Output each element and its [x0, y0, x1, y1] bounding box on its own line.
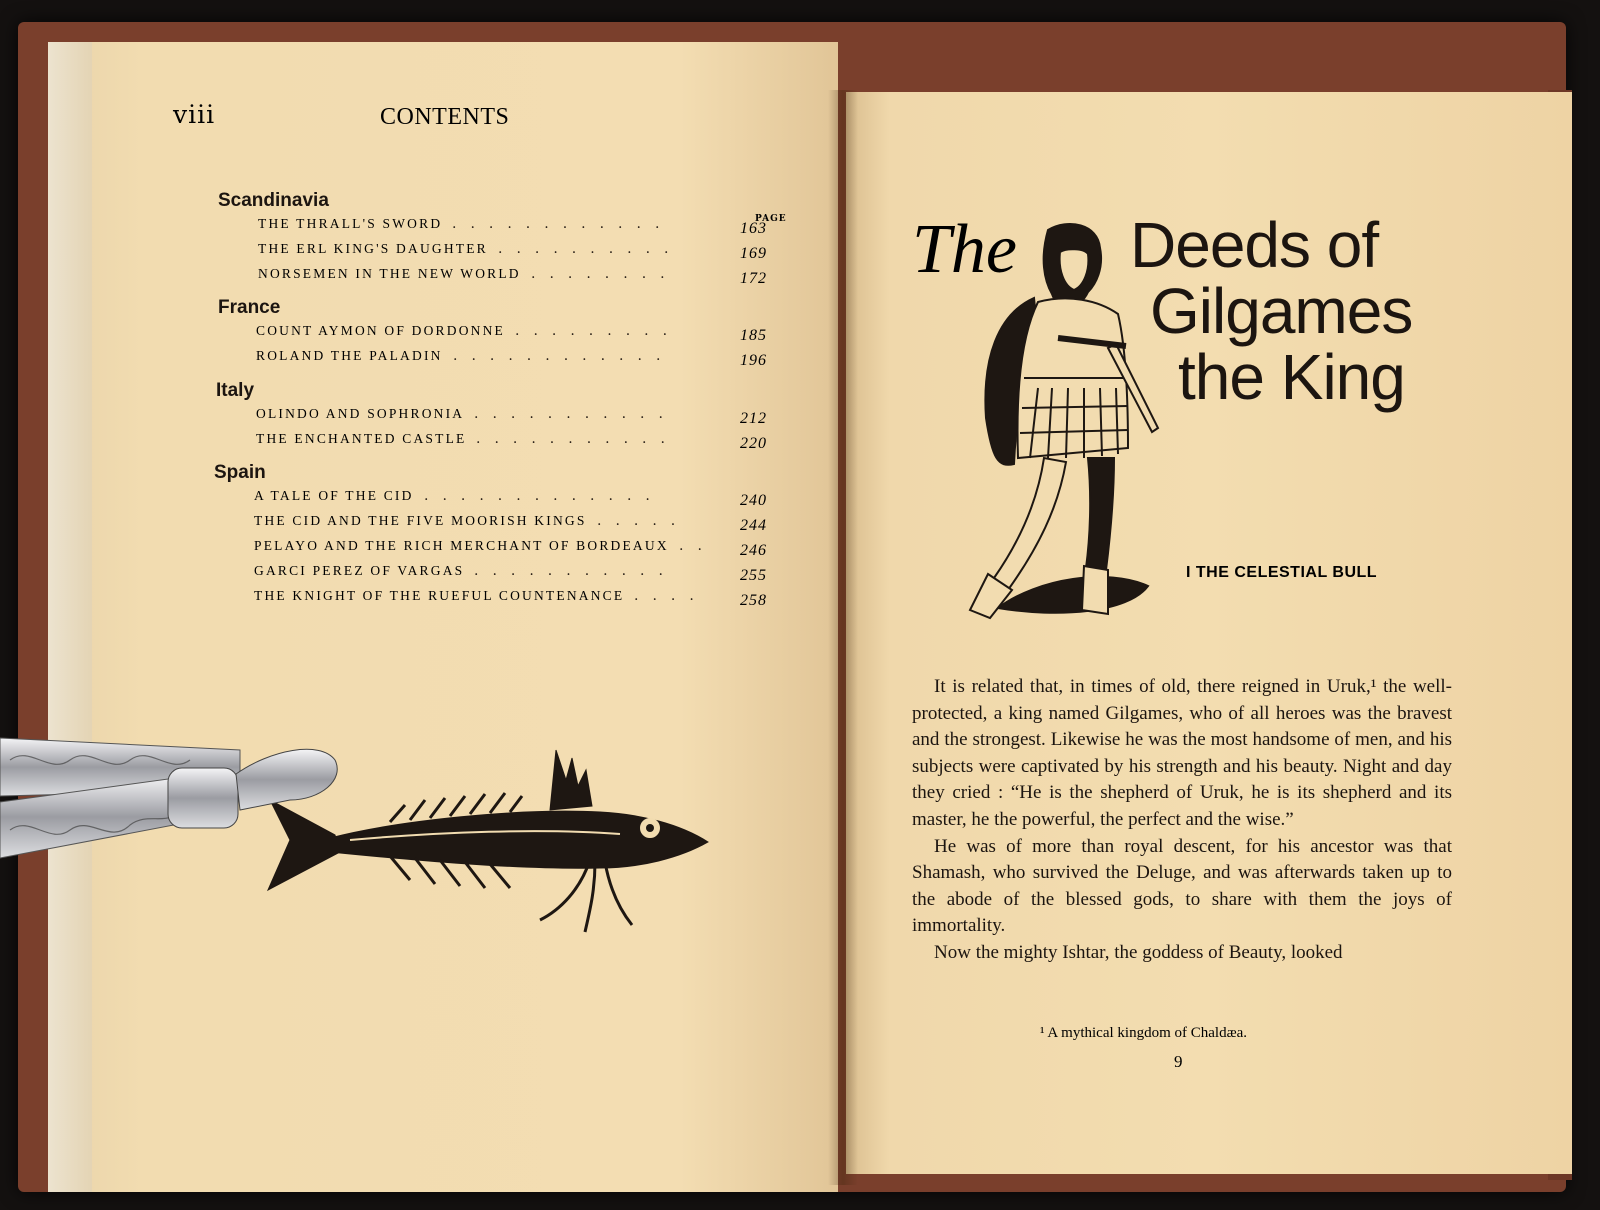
- toc-entry: [258, 241, 778, 265]
- toc-leader-dots: ............: [453, 348, 675, 364]
- paragraph: It is related that, in times of old, there reigned in Uruk,¹ the well-protected, a king named Gilgames, who of all heroes was the bravest and the strongest. Likewise he was the most handsome of men, and his subjects were captivated by his strength and his beauty. Night and day they cried : “He is the shepherd of Uruk, he is its shepherd and its master, he the powerful, the perfect and the wise.”: [912, 676, 1452, 830]
- toc-entry: [254, 513, 774, 537]
- spine-gutter: [828, 90, 858, 1185]
- title-line-2: Gilgames: [1150, 275, 1413, 347]
- toc-entry: [258, 216, 778, 240]
- title-line-1: Deeds of: [1130, 209, 1379, 281]
- toc-entry: [256, 323, 776, 347]
- toc-entry-page: 244: [740, 517, 767, 534]
- toc-leader-dots: ....: [634, 588, 708, 604]
- toc-entry-page: 172: [740, 270, 767, 287]
- toc-entry-title: OLINDO AND SOPHRONIA: [256, 406, 465, 421]
- contents-heading: CONTENTS: [380, 104, 510, 130]
- metal-bookmark: [0, 730, 350, 880]
- title-word-the: The: [912, 211, 1017, 288]
- story-title: [1130, 209, 1450, 413]
- toc-entry-page: 258: [740, 592, 767, 609]
- toc-section-heading: Scandinavia: [218, 190, 329, 211]
- paragraph: Now the mighty Ishtar, the goddess of Beauty, looked: [934, 941, 1343, 963]
- toc-leader-dots: ........: [531, 266, 679, 282]
- toc-entry-title: NORSEMEN IN THE NEW WORLD: [258, 266, 521, 281]
- toc-entry: [256, 348, 776, 372]
- toc-entry: [254, 538, 774, 562]
- toc-leader-dots: ...........: [474, 563, 677, 579]
- toc-entry-page: 163: [740, 220, 767, 237]
- toc-entry-page: 212: [740, 410, 767, 427]
- toc-entry-page: 240: [740, 492, 767, 509]
- chapter-heading: I THE CELESTIAL BULL: [1186, 564, 1378, 581]
- endpaper-strip: [48, 42, 92, 1192]
- toc-entry-page: 185: [740, 327, 767, 344]
- toc-entry-title: THE THRALL'S SWORD: [258, 216, 443, 231]
- toc-leader-dots: ............: [452, 216, 674, 232]
- toc-leader-dots: .....: [597, 513, 690, 529]
- toc-entry-page: 196: [740, 352, 767, 369]
- toc-entry: [254, 588, 774, 612]
- page-column-label: PAGE: [755, 214, 787, 224]
- page-number-roman: viii: [173, 100, 216, 129]
- body-text: [912, 674, 1452, 967]
- toc-entry: [254, 488, 774, 512]
- toc-entry-title: THE KNIGHT OF THE RUEFUL COUNTENANCE: [254, 588, 625, 603]
- toc-entry-title: ROLAND THE PALADIN: [256, 348, 443, 363]
- toc-entry-title: PELAYO AND THE RICH MERCHANT OF BORDEAUX: [254, 538, 669, 553]
- toc-entry-title: THE ENCHANTED CASTLE: [256, 431, 467, 446]
- toc-leader-dots: .........: [515, 323, 682, 339]
- toc-entry-page: 220: [740, 435, 767, 452]
- paragraph: He was of more than royal descent, for his ancestor was that Shamash, who survived the Deluge, and was afterwards taken up to the abode of the blessed gods, to share with them the joys of immortality.: [912, 835, 1452, 937]
- toc-entry: [254, 563, 774, 587]
- toc-entry-page: 169: [740, 245, 767, 262]
- toc-section-heading: France: [218, 297, 281, 318]
- toc-leader-dots: ..........: [498, 241, 683, 257]
- page-number: 9: [1174, 1052, 1183, 1071]
- toc-leader-dots: ...........: [474, 406, 677, 422]
- toc-entry: [256, 406, 776, 430]
- toc-entry-page: 246: [740, 542, 767, 559]
- toc-entry: [258, 266, 778, 290]
- toc-leader-dots: ...........: [476, 431, 679, 447]
- toc-entry-page: 255: [740, 567, 767, 584]
- toc-entry: [256, 431, 776, 455]
- toc-entry-title: THE ERL KING'S DAUGHTER: [258, 241, 488, 256]
- toc-leader-dots: ..: [679, 538, 716, 554]
- footnote: ¹ A mythical kingdom of Chaldæa.: [1040, 1025, 1247, 1041]
- toc-section-heading: Spain: [214, 462, 266, 483]
- toc-section-heading: Italy: [216, 380, 255, 401]
- toc-entry-title: COUNT AYMON OF DORDONNE: [256, 323, 505, 338]
- toc-leader-dots: .............: [424, 488, 664, 504]
- toc-entry-title: GARCI PEREZ OF VARGAS: [254, 563, 465, 578]
- toc-entry-title: A TALE OF THE CID: [254, 488, 414, 503]
- left-page: [48, 42, 838, 1192]
- toc-entry-title: THE CID AND THE FIVE MOORISH KINGS: [254, 513, 587, 528]
- title-line-3: the King: [1178, 341, 1405, 413]
